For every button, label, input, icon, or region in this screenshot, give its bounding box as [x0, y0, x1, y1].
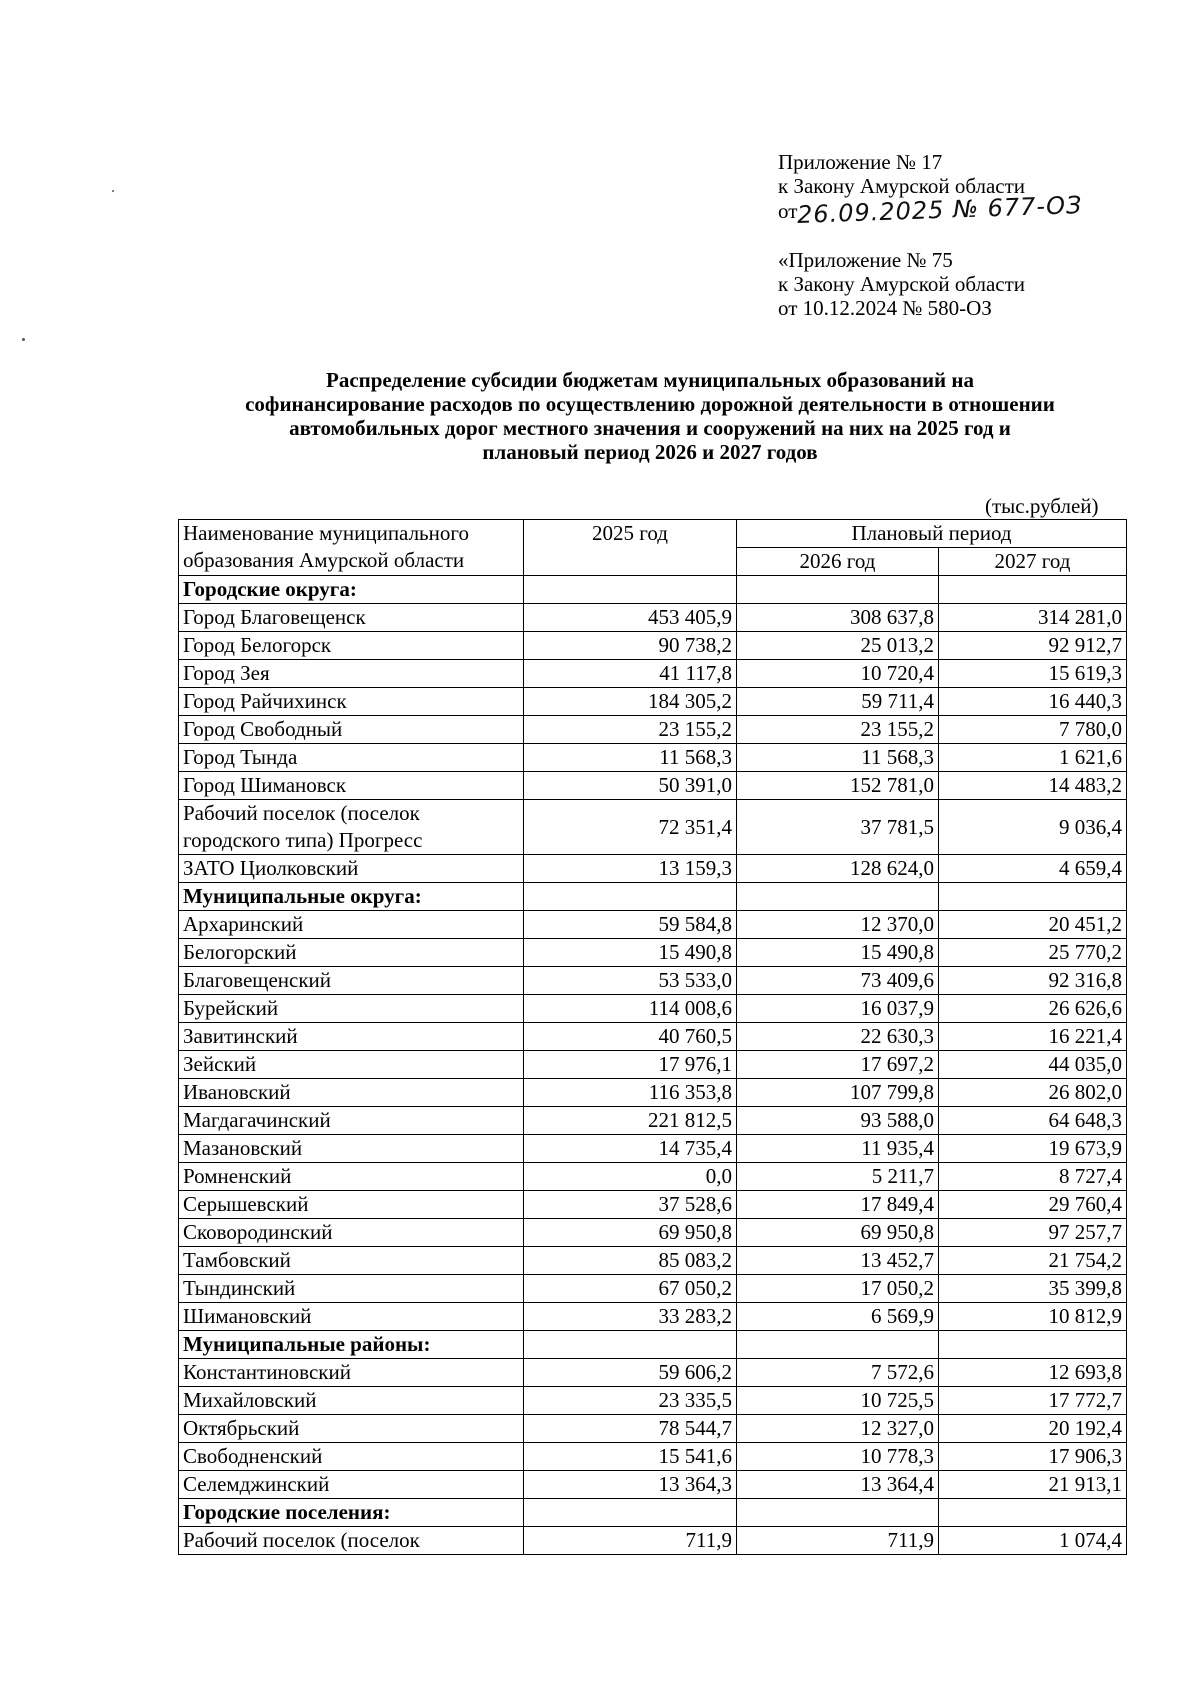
value-2026: 6 569,9: [737, 1303, 939, 1331]
value-2027: 9 036,4: [939, 800, 1127, 855]
value-2026: 59 711,4: [737, 688, 939, 716]
value-2025: 78 544,7: [524, 1415, 737, 1443]
municipality-name: Город Тында: [179, 744, 524, 772]
value-2025: 184 305,2: [524, 688, 737, 716]
value-2026: 152 781,0: [737, 772, 939, 800]
value-2027: 26 626,6: [939, 995, 1127, 1023]
value-2025: 15 541,6: [524, 1443, 737, 1471]
value-2025: 453 405,9: [524, 604, 737, 632]
value-2026: 11 935,4: [737, 1135, 939, 1163]
value-2025: 17 976,1: [524, 1051, 737, 1079]
handwritten-date-number: 26.09.2025 № 677-ОЗ: [797, 191, 1084, 229]
municipality-name: Ромненский: [179, 1163, 524, 1191]
empty-cell: [939, 1499, 1127, 1527]
section-row: [179, 883, 1127, 911]
table-row: [179, 1247, 1127, 1275]
value-2027: 17 906,3: [939, 1443, 1127, 1471]
value-2025: 221 812,5: [524, 1107, 737, 1135]
value-2026: 69 950,8: [737, 1219, 939, 1247]
section-row: [179, 576, 1127, 604]
value-2027: 10 812,9: [939, 1303, 1127, 1331]
value-2027: 20 192,4: [939, 1415, 1127, 1443]
value-2026: 711,9: [737, 1527, 939, 1555]
value-2026: 308 637,8: [737, 604, 939, 632]
municipality-name: Тамбовский: [179, 1247, 524, 1275]
value-2026: 13 364,4: [737, 1471, 939, 1499]
value-2025: 37 528,6: [524, 1191, 737, 1219]
value-2025: 13 364,3: [524, 1471, 737, 1499]
value-2026: 11 568,3: [737, 744, 939, 772]
value-2027: 1 621,6: [939, 744, 1127, 772]
value-2026: 16 037,9: [737, 995, 939, 1023]
value-2025: 59 584,8: [524, 911, 737, 939]
empty-cell: [737, 576, 939, 604]
empty-cell: [524, 1331, 737, 1359]
municipality-name: Рабочий поселок (поселок: [179, 1527, 524, 1555]
table-header-row-1: [179, 520, 1127, 548]
header-name-cell: Наименование муниципального образования Амурской области: [179, 520, 524, 576]
table-row: [179, 1219, 1127, 1247]
section-row: [179, 1331, 1127, 1359]
empty-cell: [939, 1331, 1127, 1359]
section-title: Городские поселения:: [179, 1499, 524, 1527]
value-2027: 26 802,0: [939, 1079, 1127, 1107]
value-2026: 12 327,0: [737, 1415, 939, 1443]
municipality-name: Зейский: [179, 1051, 524, 1079]
municipality-name: Шимановский: [179, 1303, 524, 1331]
value-2027: 29 760,4: [939, 1191, 1127, 1219]
table-row: [179, 772, 1127, 800]
value-2025: 116 353,8: [524, 1079, 737, 1107]
value-2025: 40 760,5: [524, 1023, 737, 1051]
municipality-name: Город Свободный: [179, 716, 524, 744]
value-2025: 114 008,6: [524, 995, 737, 1023]
value-2026: 7 572,6: [737, 1359, 939, 1387]
municipality-name: Ивановский: [179, 1079, 524, 1107]
value-2027: 4 659,4: [939, 855, 1127, 883]
municipality-name: Город Благовещенск: [179, 604, 524, 632]
table-row: [179, 1443, 1127, 1471]
table-row: [179, 995, 1127, 1023]
value-2026: 15 490,8: [737, 939, 939, 967]
empty-cell: [737, 883, 939, 911]
municipality-name: Рабочий поселок (поселок городского типа) Прогресс: [179, 800, 524, 855]
table-row: [179, 1079, 1127, 1107]
value-2025: 23 335,5: [524, 1387, 737, 1415]
municipality-name: Селемджинский: [179, 1471, 524, 1499]
section-row: [179, 1499, 1127, 1527]
table-row: [179, 1107, 1127, 1135]
empty-cell: [524, 1499, 737, 1527]
prev-appendix-date: от 10.12.2024 № 580-ОЗ: [778, 296, 992, 320]
empty-cell: [939, 576, 1127, 604]
subsidy-table: [178, 519, 1127, 1555]
header-2027: 2027 год: [939, 548, 1127, 576]
value-2027: 92 316,8: [939, 967, 1127, 995]
value-2027: 35 399,8: [939, 1275, 1127, 1303]
table-row: [179, 967, 1127, 995]
table-row: [179, 855, 1127, 883]
header-planned-period: Плановый период: [737, 520, 1127, 548]
table-row: [179, 939, 1127, 967]
table-row: [179, 1051, 1127, 1079]
value-2026: 128 624,0: [737, 855, 939, 883]
empty-cell: [524, 576, 737, 604]
value-2025: 50 391,0: [524, 772, 737, 800]
empty-cell: [939, 883, 1127, 911]
table-row: [179, 744, 1127, 772]
table-row: [179, 660, 1127, 688]
value-2027: 17 772,7: [939, 1387, 1127, 1415]
units-label: (тыс.рублей): [985, 494, 1099, 518]
municipality-name: Тындинский: [179, 1275, 524, 1303]
value-2026: 17 849,4: [737, 1191, 939, 1219]
value-2027: 20 451,2: [939, 911, 1127, 939]
value-2027: 314 281,0: [939, 604, 1127, 632]
table-row: [179, 1387, 1127, 1415]
value-2026: 5 211,7: [737, 1163, 939, 1191]
municipality-name: Свободненский: [179, 1443, 524, 1471]
value-2026: 93 588,0: [737, 1107, 939, 1135]
value-2027: 64 648,3: [939, 1107, 1127, 1135]
municipality-name: Октябрьский: [179, 1415, 524, 1443]
table-row: [179, 911, 1127, 939]
empty-cell: [737, 1331, 939, 1359]
value-2026: 73 409,6: [737, 967, 939, 995]
table-row: [179, 1023, 1127, 1051]
value-2025: 41 117,8: [524, 660, 737, 688]
appendix-law: к Закону Амурской области: [778, 174, 1026, 198]
header-2026: 2026 год: [737, 548, 939, 576]
value-2025: 711,9: [524, 1527, 737, 1555]
appendix-block: [778, 150, 1084, 229]
table-row: [179, 1415, 1127, 1443]
value-2027: 97 257,7: [939, 1219, 1127, 1247]
value-2026: 25 013,2: [737, 632, 939, 660]
municipality-name: Город Райчихинск: [179, 688, 524, 716]
value-2025: 90 738,2: [524, 632, 737, 660]
value-2025: 59 606,2: [524, 1359, 737, 1387]
municipality-name: Благовещенский: [179, 967, 524, 995]
municipality-name: ЗАТО Циолковский: [179, 855, 524, 883]
value-2026: 37 781,5: [737, 800, 939, 855]
empty-cell: [737, 1499, 939, 1527]
prev-appendix-number: «Приложение № 75: [778, 248, 953, 272]
table-row: [179, 1527, 1127, 1555]
value-2026: 23 155,2: [737, 716, 939, 744]
value-2025: 67 050,2: [524, 1275, 737, 1303]
municipality-name: Город Белогорск: [179, 632, 524, 660]
value-2027: 1 074,4: [939, 1527, 1127, 1555]
value-2027: 7 780,0: [939, 716, 1127, 744]
value-2027: 44 035,0: [939, 1051, 1127, 1079]
value-2025: 33 283,2: [524, 1303, 737, 1331]
table-row: [179, 632, 1127, 660]
municipality-name: Город Шимановск: [179, 772, 524, 800]
value-2026: 13 452,7: [737, 1247, 939, 1275]
value-2027: 16 221,4: [939, 1023, 1127, 1051]
value-2025: 15 490,8: [524, 939, 737, 967]
municipality-name: Михайловский: [179, 1387, 524, 1415]
table-row: [179, 800, 1127, 855]
table-row: [179, 604, 1127, 632]
value-2026: 107 799,8: [737, 1079, 939, 1107]
value-2027: 21 754,2: [939, 1247, 1127, 1275]
appendix-date-line: от26.09.2025 № 677-ОЗ: [778, 191, 1084, 229]
municipality-name: Магдагачинский: [179, 1107, 524, 1135]
municipality-name: Архаринский: [179, 911, 524, 939]
value-2025: 0,0: [524, 1163, 737, 1191]
municipality-name: Серышевский: [179, 1191, 524, 1219]
table-row: [179, 1303, 1127, 1331]
empty-cell: [524, 883, 737, 911]
prev-appendix-law: к Закону Амурской области: [778, 272, 1026, 296]
table-row: [179, 1163, 1127, 1191]
value-2026: 10 725,5: [737, 1387, 939, 1415]
table-row: [179, 1275, 1127, 1303]
value-2026: 17 050,2: [737, 1275, 939, 1303]
table-row: [179, 716, 1127, 744]
table-row: [179, 688, 1127, 716]
value-2027: 19 673,9: [939, 1135, 1127, 1163]
municipality-name: Константиновский: [179, 1359, 524, 1387]
value-2025: 14 735,4: [524, 1135, 737, 1163]
value-2027: 25 770,2: [939, 939, 1127, 967]
value-2027: 16 440,3: [939, 688, 1127, 716]
value-2027: 92 912,7: [939, 632, 1127, 660]
municipality-name: Белогорский: [179, 939, 524, 967]
value-2025: 85 083,2: [524, 1247, 737, 1275]
value-2026: 12 370,0: [737, 911, 939, 939]
municipality-name: Мазановский: [179, 1135, 524, 1163]
appendix-number: Приложение № 17: [778, 150, 943, 174]
value-2025: 23 155,2: [524, 716, 737, 744]
value-2026: 17 697,2: [737, 1051, 939, 1079]
value-2025: 72 351,4: [524, 800, 737, 855]
municipality-name: Город Зея: [179, 660, 524, 688]
value-2025: 13 159,3: [524, 855, 737, 883]
header-2025: 2025 год: [524, 520, 737, 576]
table-row: [179, 1471, 1127, 1499]
value-2025: 53 533,0: [524, 967, 737, 995]
value-2026: 10 720,4: [737, 660, 939, 688]
value-2027: 21 913,1: [939, 1471, 1127, 1499]
value-2026: 22 630,3: [737, 1023, 939, 1051]
value-2025: 11 568,3: [524, 744, 737, 772]
document-title: Распределение субсидии бюджетам муниципальных образований на софинансирование расходов по осуществлению дорожной деятельности в отношении автомобильных дорог местного значения и сооружений на них на 2025 год и плановый период 2026 и 2027 годов: [245, 368, 1055, 464]
table-row: [179, 1359, 1127, 1387]
value-2027: 8 727,4: [939, 1163, 1127, 1191]
value-2027: 15 619,3: [939, 660, 1127, 688]
table-row: [179, 1191, 1127, 1219]
section-title: Городские округа:: [179, 576, 524, 604]
municipality-name: Бурейский: [179, 995, 524, 1023]
section-title: Муниципальные районы:: [179, 1331, 524, 1359]
value-2027: 12 693,8: [939, 1359, 1127, 1387]
value-2027: 14 483,2: [939, 772, 1127, 800]
value-2025: 69 950,8: [524, 1219, 737, 1247]
table-row: [179, 1135, 1127, 1163]
section-title: Муниципальные округа:: [179, 883, 524, 911]
value-2026: 10 778,3: [737, 1443, 939, 1471]
municipality-name: Завитинский: [179, 1023, 524, 1051]
previous-appendix-block: [778, 248, 1025, 320]
municipality-name: Сковородинский: [179, 1219, 524, 1247]
